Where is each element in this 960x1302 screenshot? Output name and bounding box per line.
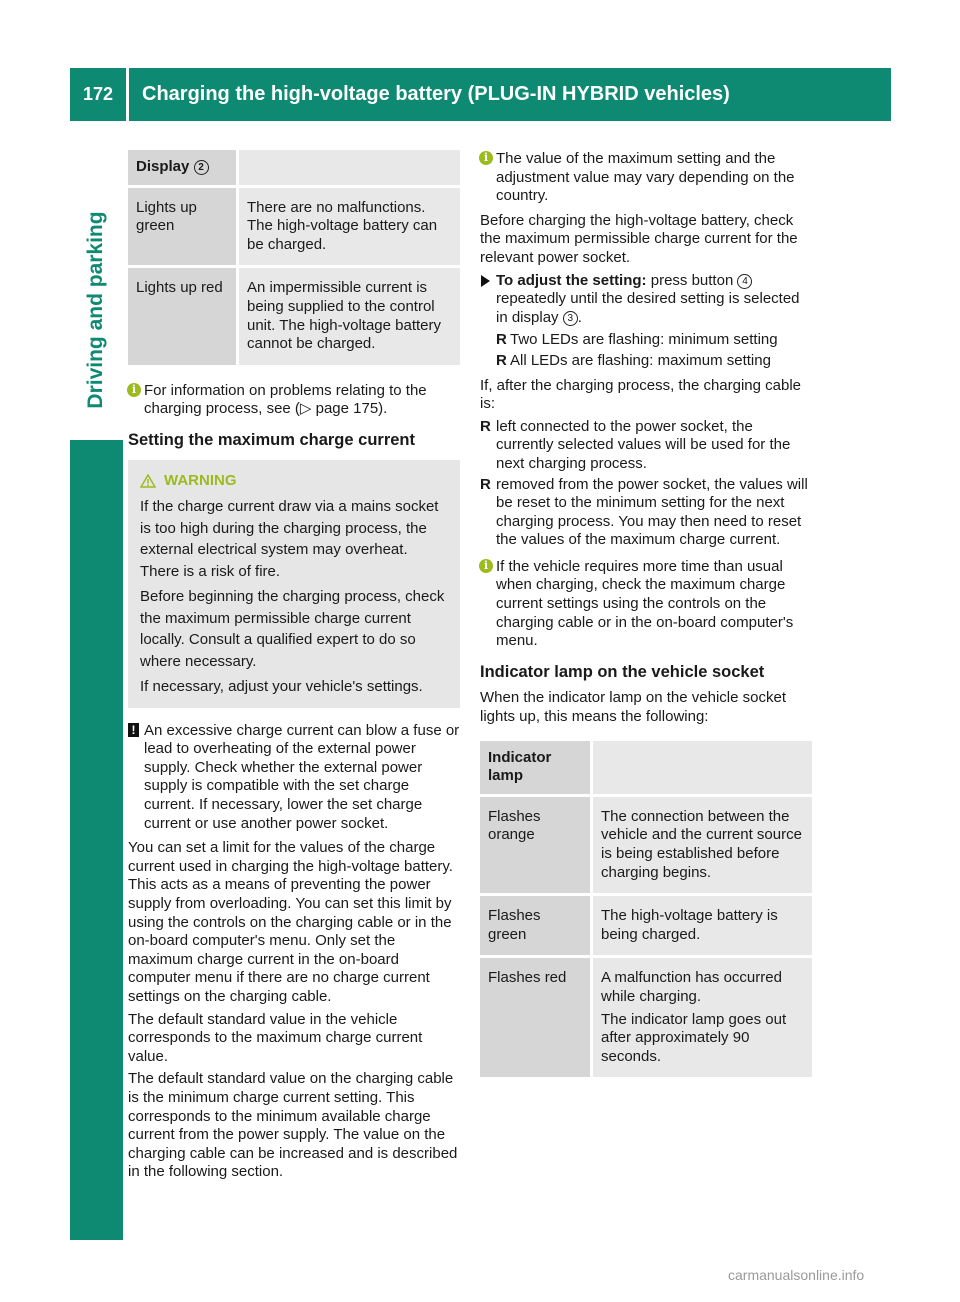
indicator-lamp-table bbox=[480, 741, 812, 1081]
table-header-empty bbox=[593, 741, 812, 797]
section-tab-block bbox=[70, 440, 123, 1240]
section-heading: Indicator lamp on the vehicle socket bbox=[480, 662, 765, 681]
page-header bbox=[70, 68, 891, 121]
instruction-step: To adjust the setting: press button 4 repeatedly until the desired setting is selected in display 3 . bbox=[480, 272, 812, 328]
caution-note: ! An excessive charge current can blow a fuse or lead to overheating of the external power supply. Check whether the external power supply is compatible with the set charge current. If necessary, lower the set charge current or use another power socket. bbox=[128, 722, 460, 834]
section-heading: Setting the maximum charge current bbox=[128, 430, 415, 449]
display-table bbox=[128, 150, 460, 368]
table-row: Lights up green There are no malfunctions. The high-voltage battery can be charged. bbox=[128, 188, 460, 269]
warning-triangle-icon bbox=[140, 474, 156, 488]
table-header-empty bbox=[239, 150, 460, 188]
list-item: R All LEDs are flashing: maximum setting bbox=[496, 351, 771, 369]
table-header-display: Display 2 bbox=[128, 150, 239, 188]
callout-4-icon: 4 bbox=[737, 274, 752, 289]
list-item: R Two LEDs are flashing: minimum setting bbox=[496, 331, 778, 349]
info-note: i If the vehicle requires more time than usual when charging, check the maximum charge current settings using the controls on the charging cable or in the on-board computer's menu. bbox=[480, 558, 812, 651]
info-note: i The value of the maximum setting and the adjustment value may vary depending on the country. bbox=[480, 150, 812, 206]
table-row: Flashes red A malfunction has occurred while charging. The indicator lamp goes out after approximately 90 seconds. bbox=[480, 958, 812, 1080]
left-column bbox=[128, 150, 460, 1186]
table-row: Flashes orange The connection between the vehicle and the current source is being established before charging begins. bbox=[480, 797, 812, 896]
header-divider bbox=[126, 68, 129, 121]
bullet-icon: R bbox=[480, 475, 491, 493]
bullet-icon: R bbox=[496, 351, 507, 369]
paragraph: The default standard value on the charging cable is the minimum charge current setting. This corresponds to the minimum available charge current from the power supply. The value on the charging cable can be increased and is described in the following section. bbox=[128, 1070, 458, 1181]
exclamation-icon: ! bbox=[128, 723, 139, 737]
section-label: Driving and parking bbox=[84, 211, 107, 409]
page-number: 172 bbox=[82, 84, 114, 104]
callout-2-icon: 2 bbox=[194, 160, 209, 175]
paragraph: The default standard value in the vehicle corresponds to the maximum charge current value. bbox=[128, 1010, 423, 1065]
table-row: Flashes green The high-voltage battery is being charged. bbox=[480, 896, 812, 958]
list-item: R left connected to the power socket, the currently selected values will be used for the next charging process. bbox=[480, 417, 791, 472]
callout-3-icon: 3 bbox=[563, 311, 578, 326]
paragraph: If, after the charging process, the charging cable is: bbox=[480, 376, 802, 413]
paragraph: Before charging the high-voltage battery, check the maximum permissible charge current for the relevant power socket. bbox=[480, 211, 798, 266]
info-icon: i bbox=[127, 383, 141, 397]
right-column bbox=[480, 150, 812, 1094]
step-arrow-icon bbox=[481, 275, 490, 287]
paragraph: When the indicator lamp on the vehicle socket lights up, this means the following: bbox=[480, 689, 786, 726]
info-icon: i bbox=[479, 151, 493, 165]
bullet-icon: R bbox=[480, 417, 491, 435]
warning-header: WARNING bbox=[140, 472, 450, 491]
section-sidebar bbox=[70, 130, 123, 1240]
bullet-icon: R bbox=[496, 331, 507, 349]
list-item: R removed from the power socket, the values will be reset to the minimum setting for the next charging process. You may then need to reset the values of the maximum charge current. bbox=[480, 475, 808, 549]
table-header-indicator: Indicator lamp bbox=[480, 741, 593, 797]
page-title: Charging the high-voltage battery (PLUG-IN HYBRID vehicles) bbox=[142, 83, 730, 105]
info-icon: i bbox=[479, 559, 493, 573]
paragraph: You can set a limit for the values of the charge current used in charging the high-voltage battery. This acts as a means of preventing the power supply from overloading. You can set this limit by using the controls on the charging cable or in the on-board computer's menu. Only set the maximum charge current in the on-board computer menu if there are no charge current settings on the charging cable. bbox=[128, 839, 453, 1005]
watermark: carmanualsonline.info bbox=[728, 1267, 865, 1283]
warning-box: WARNING If the charge current draw via a mains socket is too high during the charging process, the external electrical system may overheat. There is a risk of fire. Before beginning the charging process, check the maximum permissible charge current locally. Consult a qualified expert to do so where necessary. If necessary, adjust your vehicle's settings. bbox=[128, 460, 460, 708]
info-note: i For information on problems relating to the charging process, see (▷ page 175). bbox=[128, 382, 460, 419]
table-row: Lights up red An impermissible current is being supplied to the control unit. The high-voltage battery cannot be charged. bbox=[128, 268, 460, 367]
